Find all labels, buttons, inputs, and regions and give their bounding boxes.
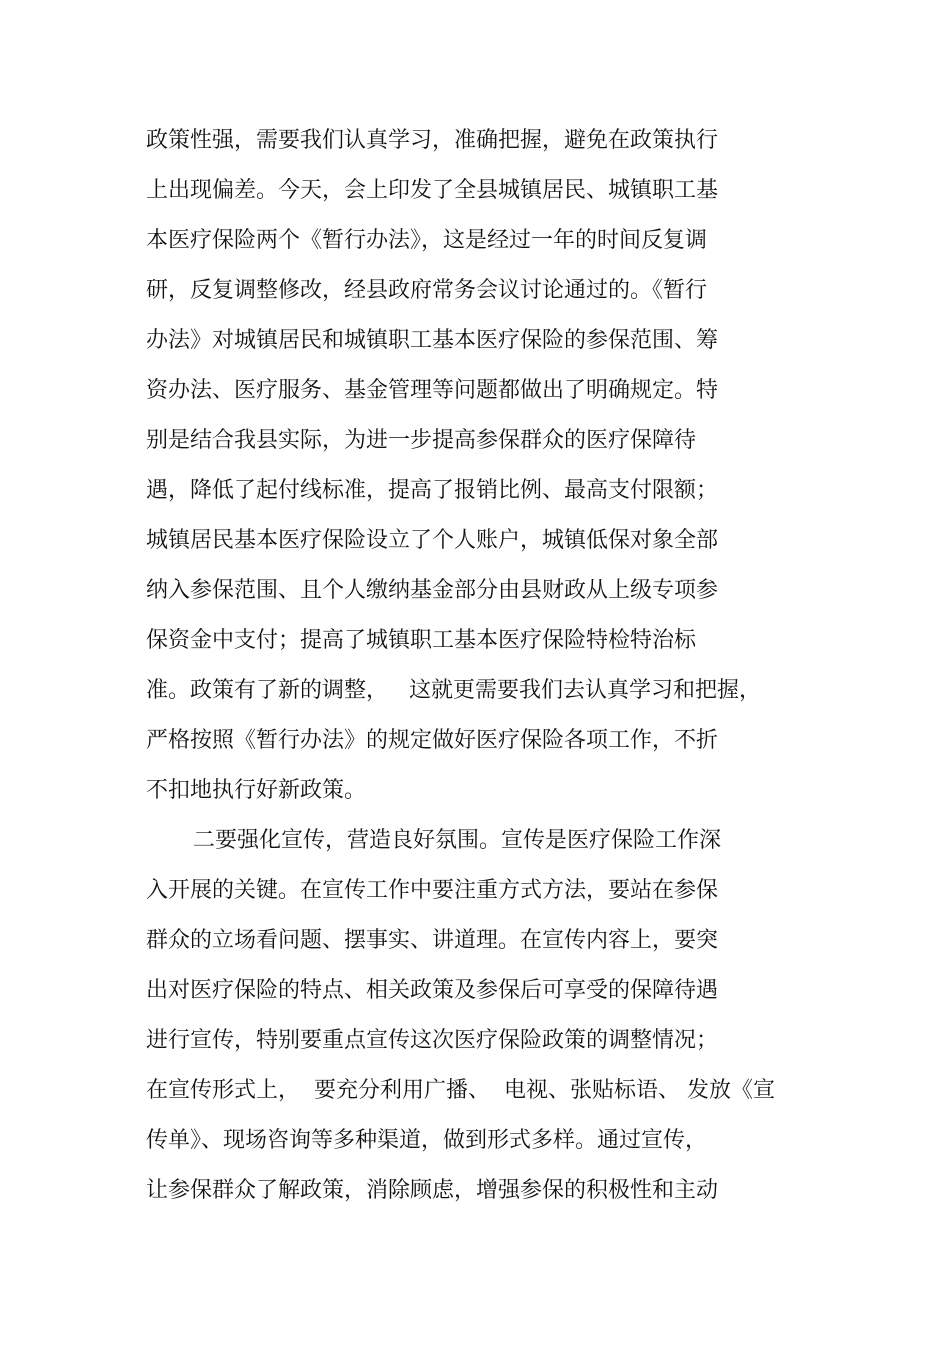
text-line: 研，反复调整修改，经县政府常务会议讨论通过的。《暂行 [146,278,708,303]
text-line: 上出现偏差。今天，会上印发了全县城镇居民、城镇职工基 [146,178,719,203]
text-line: 保资金中支付；提高了城镇职工基本医疗保险特检特治标 [146,628,697,653]
text-line: 资办法、医疗服务、基金管理等问题都做出了明确规定。特 [146,378,719,403]
text-line: 遇，降低了起付线标准，提高了报销比例、最高支付限额； [146,478,719,503]
text-line: 在宣传形式上， 要充分利用广播、 电视、张贴标语、 发放《宣 [146,1078,775,1103]
text-line: 出对医疗保险的特点、相关政策及参保后可享受的保障待遇 [146,978,719,1003]
text-line: 入开展的关键。在宣传工作中要注重方式方法，要站在参保 [146,878,719,903]
text-line: 本医疗保险两个《暂行办法》，这是经过一年的时间反复调 [146,228,708,253]
text-line: 别是结合我县实际，为进一步提高参保群众的医疗保障待 [146,428,697,453]
text-line: 不扣地执行好新政策。 [146,778,367,803]
paragraph-first-line: 二要强化宣传，营造良好氛围。宣传是医疗保险工作深 [193,828,722,853]
text-line: 城镇居民基本医疗保险设立了个人账户，城镇低保对象全部 [146,528,719,553]
text-line: 让参保群众了解政策，消除顾虑，增强参保的积极性和主动 [146,1178,719,1203]
text-line: 传单》、现场咨询等多种渠道，做到形式多样。通过宣传， [146,1128,708,1153]
text-line: 严格按照《暂行办法》的规定做好医疗保险各项工作，不折 [146,728,719,753]
text-line: 政策性强，需要我们认真学习，准确把握，避免在政策执行 [146,128,719,153]
text-line: 群众的立场看问题、摆事实、讲道理。在宣传内容上，要突 [146,928,719,953]
text-line: 准。政策有了新的调整， 这就更需要我们去认真学习和把握， [146,678,761,703]
text-line: 进行宣传，特别要重点宣传这次医疗保险政策的调整情况； [146,1028,719,1053]
text-line: 办法》对城镇居民和城镇职工基本医疗保险的参保范围、筹 [146,328,719,353]
text-line: 纳入参保范围、且个人缴纳基金部分由县财政从上级专项参 [146,578,719,603]
